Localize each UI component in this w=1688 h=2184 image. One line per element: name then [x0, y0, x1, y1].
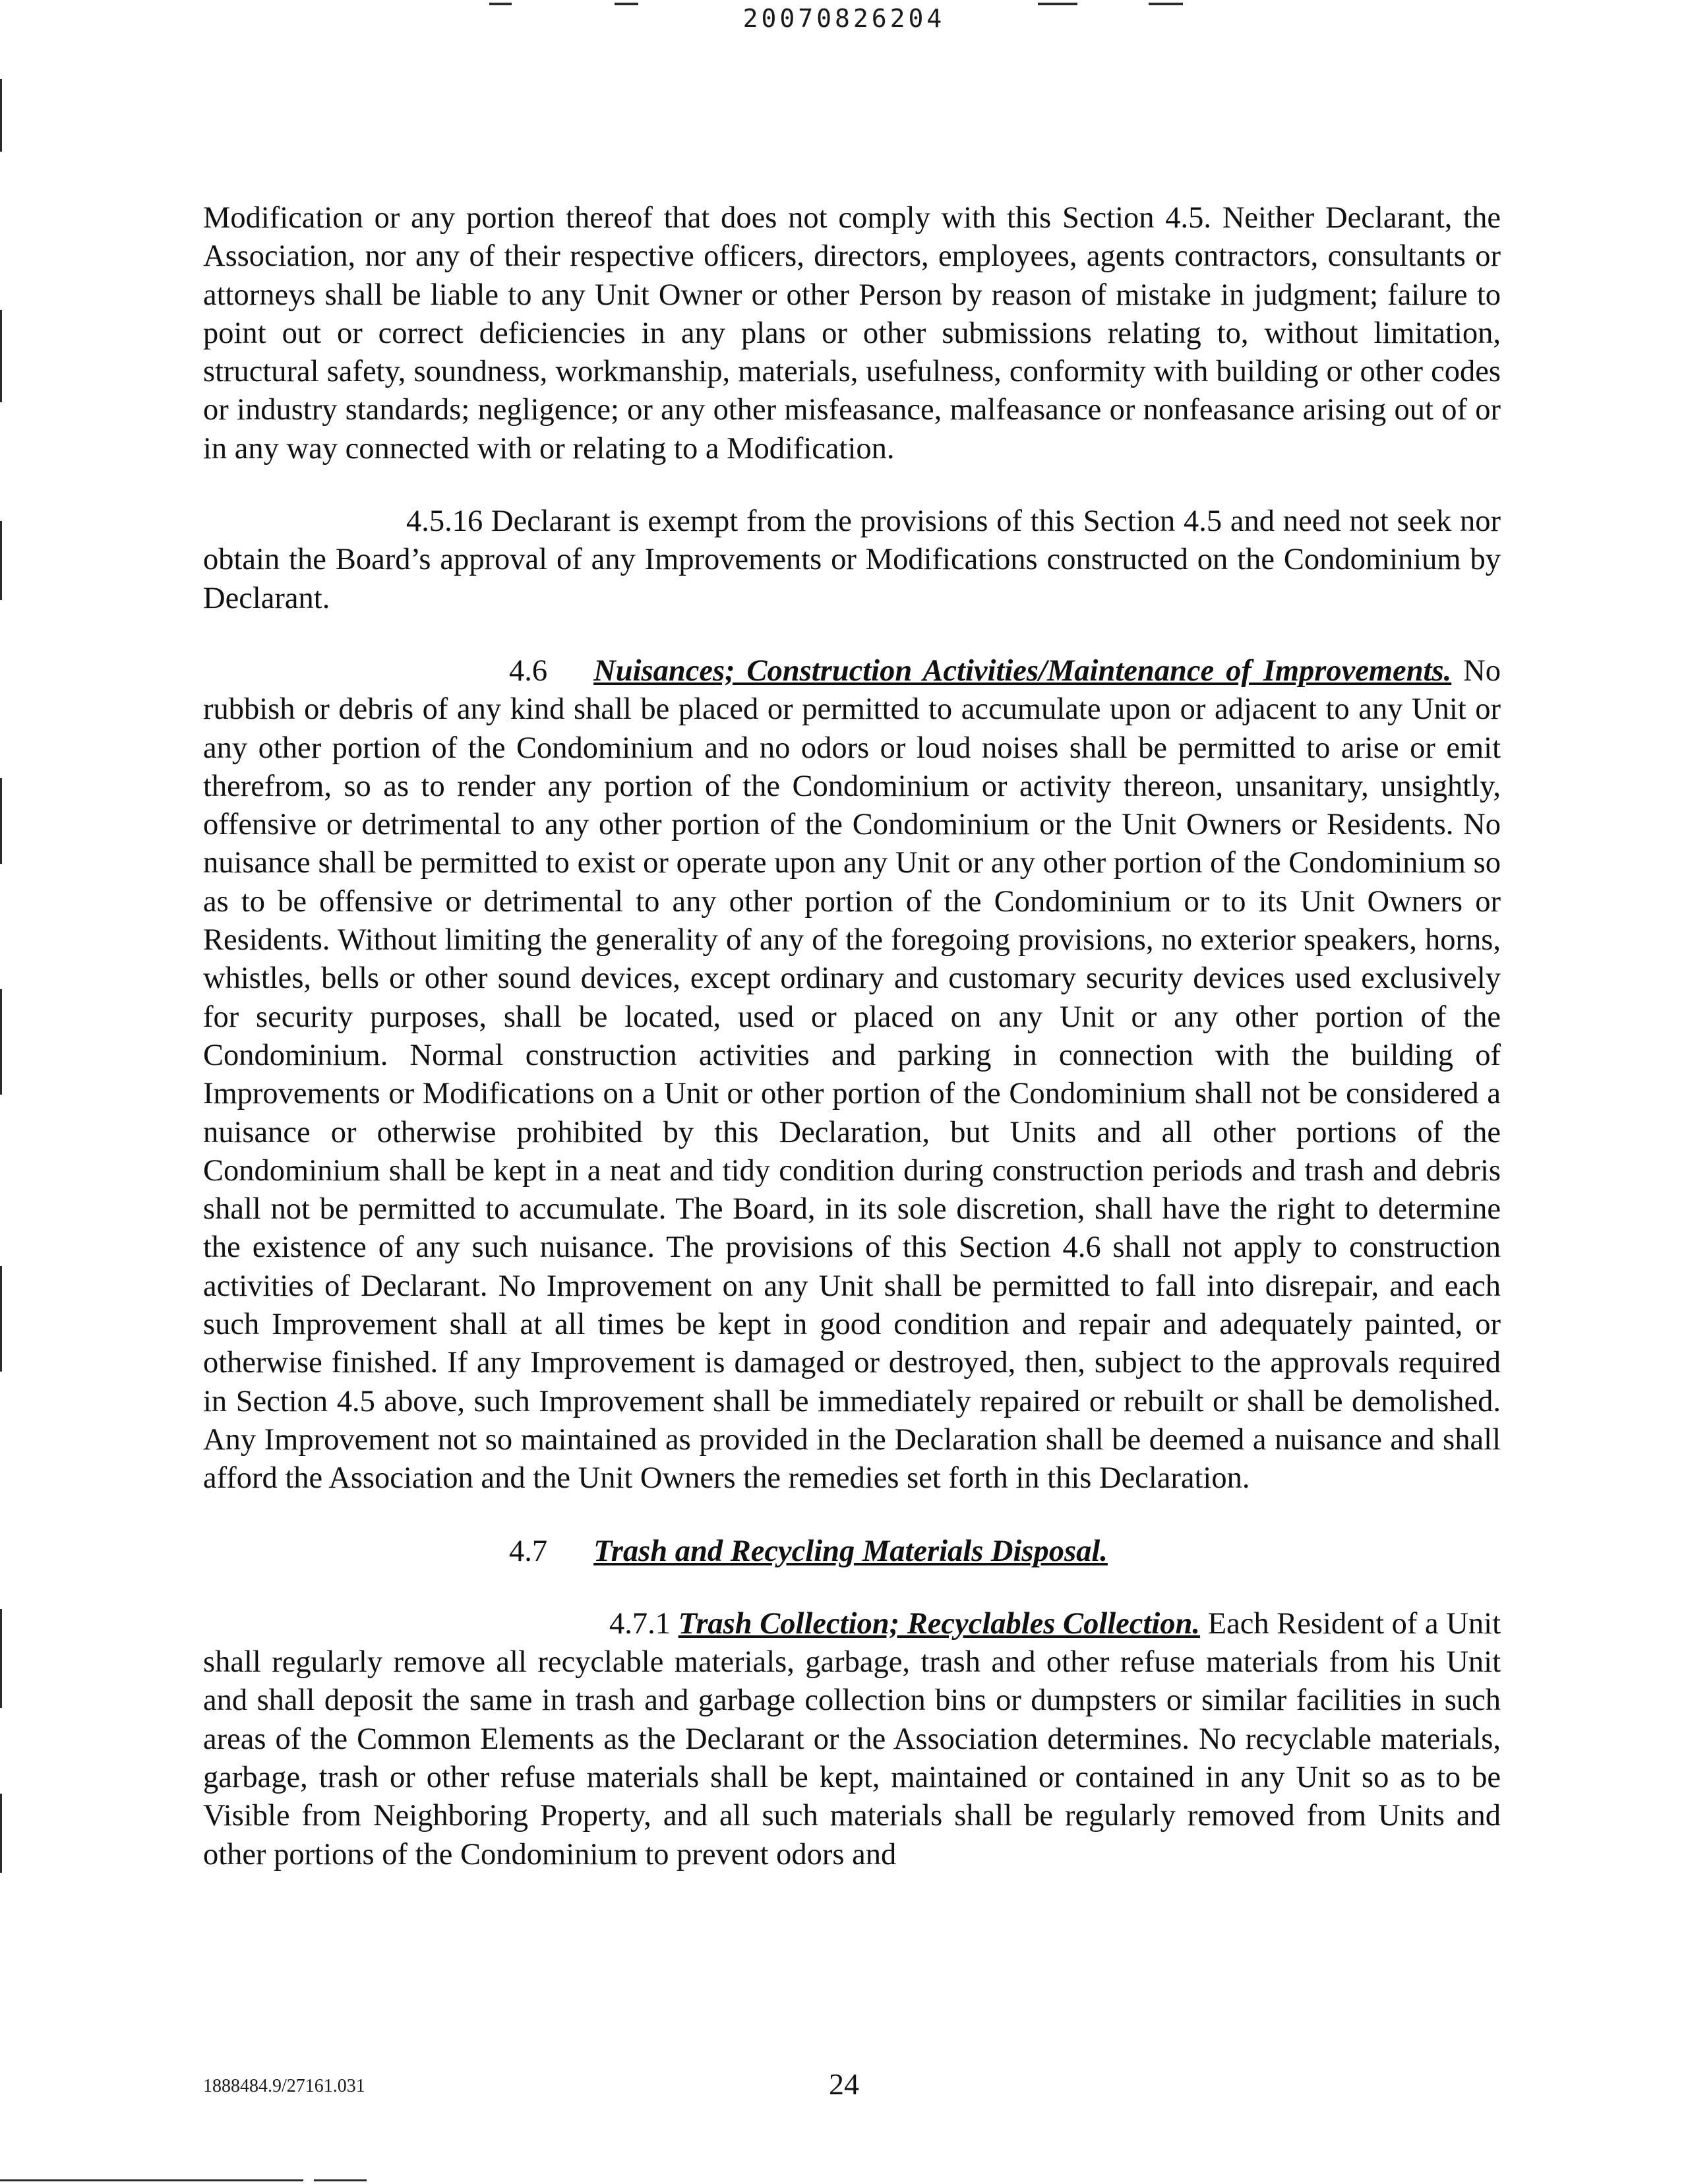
scan-mark [314, 2179, 367, 2181]
section-body: Each Resident of a Unit shall regularly remove all recyclable materials, garbage, trash and other refuse materials from his Unit and shall deposit the same in trash and garbage collection bins or dumpsters or similar facilities in such areas of the Common Elements as the Declarant or the Association determines. No recyclable materials, garbage, trash or other refuse materials shall be kept, maintained or contained in any Unit so as to be Visible from Neighboring Property, and all such materials shall be regularly removed from Units and other portions of the Condominium to prevent odors and [203, 1606, 1501, 1871]
paragraph-4-5-16: 4.5.16 Declarant is exempt from the provisions of this Section 4.5 and need not seek nor obtain the Board’s approval of any Improvements or Modifications constructed on the Condominium by Declarant. [203, 504, 1501, 615]
scan-mark [0, 1266, 2, 1372]
scan-mark [0, 79, 2, 152]
page-number: 24 [829, 2067, 859, 2101]
scan-mark [0, 778, 2, 864]
section-number: 4.7.1 [609, 1606, 671, 1641]
scan-mark [0, 521, 2, 600]
section-heading: Trash Collection; Recyclables Collection. [678, 1606, 1201, 1641]
document-body [203, 199, 1501, 1908]
section-body: No rubbish or debris of any kind shall be placed or permitted to accumulate upon or adjacent to any Unit or any other portion of the Condominium and no odors or loud noises shall be permitted to arise or emit therefrom, so as to render any portion of the Condominium or activity thereon, unsanitary, unsightly, offensive or detrimental to any other portion of the Condominium or the Unit Owners or Residents. No nuisance shall be permitted to exist or operate upon any Unit or any other portion of the Condominium so as to be offensive or detrimental to any other portion of the Condominium or to its Unit Owners or Residents. Without limiting the generality of any of the foregoing provisions, no exterior speakers, horns, whistles, bells or other sound devices, except ordinary and customary security devices used exclusively for security purposes, shall be located, used or placed on any Unit or any other portion of the Condominium. Normal construction activities and parking in connection with the building of Improvements or Modifications on a Unit or other portion of the Condominium shall not be considered a nuisance or otherwise prohibited by this Declaration, but Units and all other portions of the Condominium shall be kept in a neat and tidy condition during construction periods and trash and debris shall not be permitted to accumulate. The Board, in its sole discretion, shall have the right to determine the existence of any such nuisance. The provisions of this Section 4.6 shall not apply to construction activities of Declarant. No Improvement on any Unit shall be permitted to fall into disrepair, and each such Improvement shall at all times be kept in good condition and repair and adequately painted, or otherwise finished. If any Improvement is damaged or destroyed, then, subject to the approvals required in Section 4.5 above, such Improvement shall be immediately repaired or rebuilt or shall be demolished. Any Improvement not so maintained as provided in the Declaration shall be deemed a nuisance and shall afford the Association and the Unit Owners the remedies set forth in this Declaration. [203, 653, 1501, 1496]
section-4-6 [203, 652, 1501, 1498]
section-4-7-1 [203, 1605, 1501, 1874]
section-number: 4.7 [509, 1534, 548, 1568]
scan-mark [0, 989, 2, 1095]
section-4-7 [203, 1532, 1501, 1571]
paragraph: Modification or any portion thereof that does not comply with this Section 4.5. Neither Declarant, the Association, nor any of their respective officers, directors, employees, agents contractors, consultants or attorneys shall be liable to any Unit Owner or other Person by reason of mistake in judgment; failure to point out or correct deficiencies in any plans or other submissions relating to, without limitation, structural safety, soundness, workmanship, materials, usefulness, conformity with building or other codes or industry standards; negligence; or any other misfeasance, malfeasance or nonfeasance arising out of or in any way connected with or relating to a Modification. [203, 201, 1501, 466]
section-heading: Trash and Recycling Materials Disposal. [593, 1534, 1108, 1568]
section-number: 4.6 [509, 653, 548, 688]
scan-mark [0, 310, 2, 402]
scan-mark [0, 1609, 2, 1708]
section-heading: Nuisances; Construction Activities/Maintenance of Improvements. [593, 653, 1452, 688]
scan-mark [0, 2179, 303, 2181]
document-id: 20070826204 [742, 4, 946, 33]
footer-doc-reference: 1888484.9/27161.031 [203, 2076, 365, 2096]
scan-mark [0, 1794, 2, 1873]
